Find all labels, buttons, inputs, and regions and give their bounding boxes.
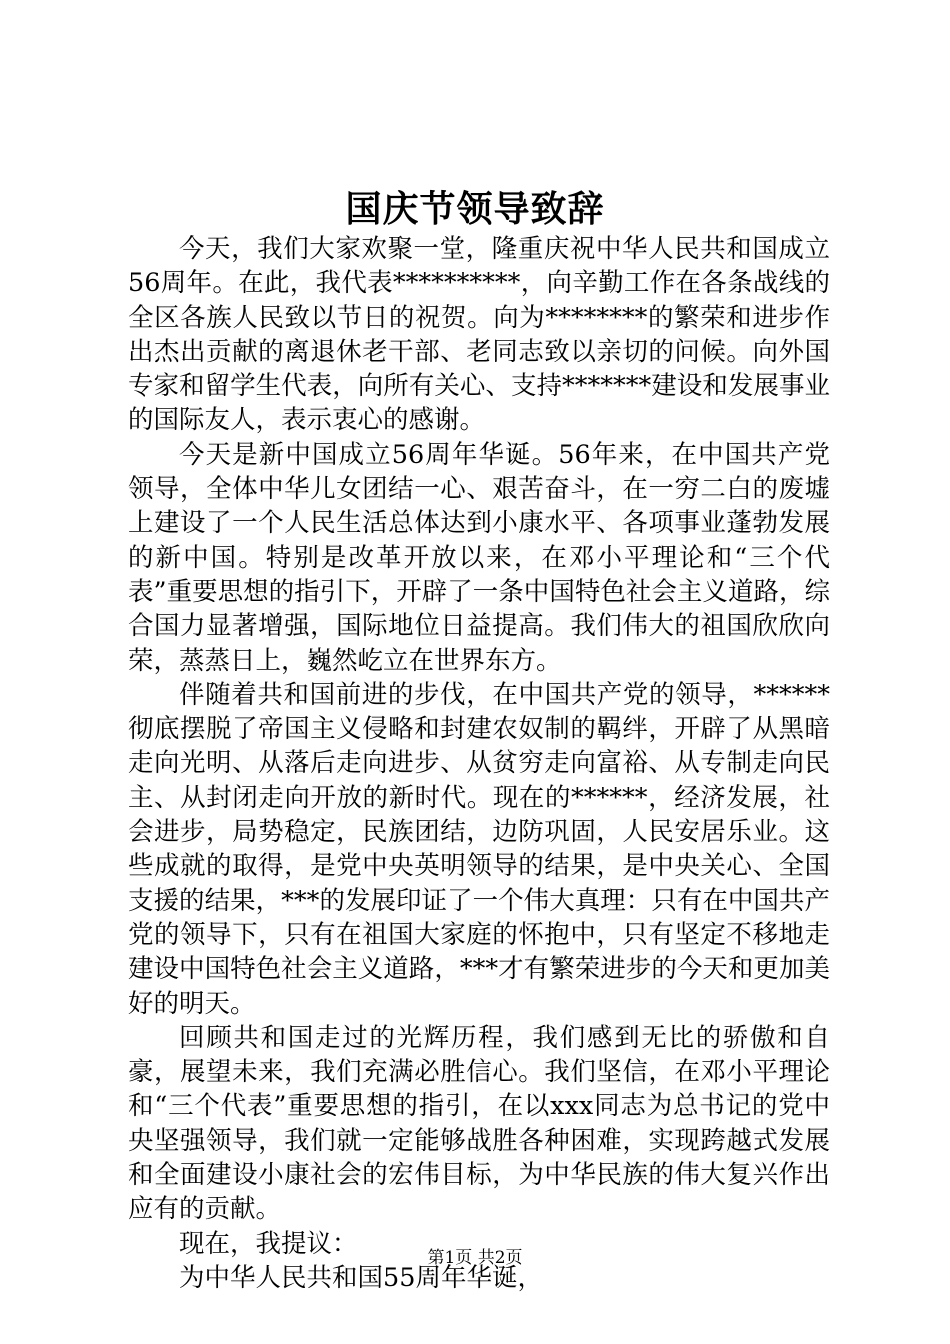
paragraph-3: 伴随着共和国前进的步伐，在中国共产党的领导，******彻底摆脱了帝国主义侵略和封建农奴制的羁绊，开辟了从黑暗走向光明、从落后走向进步、从贫穷走向富裕、从专制走向民主、从封闭走向开放的新时代。现在的******，经济发展，社会进步，局势稳定，民族团结，边防巩固，人民安居乐业。这些成就的取得，是党中央英明领导的结果，是中央关心、全国支援的结果，***的发展印证了一个伟大真理：只有在中国共产党的领导下，只有在祖国大家庭的怀抱中，只有坚定不移地走建设中国特色社会主义道路，***才有繁荣进步的今天和更加美好的明天。	[128, 679, 830, 1019]
document-title: 国庆节领导致辞	[345, 188, 605, 230]
paragraph-4: 回顾共和国走过的光辉历程，我们感到无比的骄傲和自豪，展望未来，我们充满必胜信心。我们坚信，在邓小平理论和“三个代表”重要思想的指引，在以xxx同志为总书记的党中央坚强领导，我们就一定能够战胜各种困难，实现跨越式发展和全面建设小康社会的宏伟目标，为中华民族的伟大复兴作出应有的贡献。	[128, 1022, 830, 1225]
document-body	[128, 232, 830, 1295]
paragraph-5: 现在，我提议：	[179, 1228, 358, 1259]
paragraph-2: 今天是新中国成立56周年华诞。56年来，在中国共产党领导，全体中华儿女团结一心、艰苦奋斗，在一穷二白的废墟上建设了一个人民生活总体达到小康水平、各项事业蓬勃发展的新中国。特别是改革开放以来，在邓小平理论和“三个代表”重要思想的指引下，开辟了一条中国特色社会主义道路，综合国力显著增强，国际地位日益提高。我们伟大的祖国欣欣向荣，蒸蒸日上，巍然屹立在世界东方。	[128, 439, 830, 676]
page-number-footer: 第1页 共2页	[427, 1248, 523, 1268]
paragraph-6: 为中华人民共和国55周年华诞，	[179, 1262, 543, 1293]
paragraph-1: 今天，我们大家欢聚一堂，隆重庆祝中华人民共和国成立56周年。在此，我代表**********，向辛勤工作在各条战线的全区各族人民致以节日的祝贺。向为********的繁荣和进步作出杰出贡献的离退休老干部、老同志致以亲切的问候。向外国专家和留学生代表，向所有关心、支持*******建设和发展事业的国际友人，表示衷心的感谢。	[128, 234, 830, 436]
